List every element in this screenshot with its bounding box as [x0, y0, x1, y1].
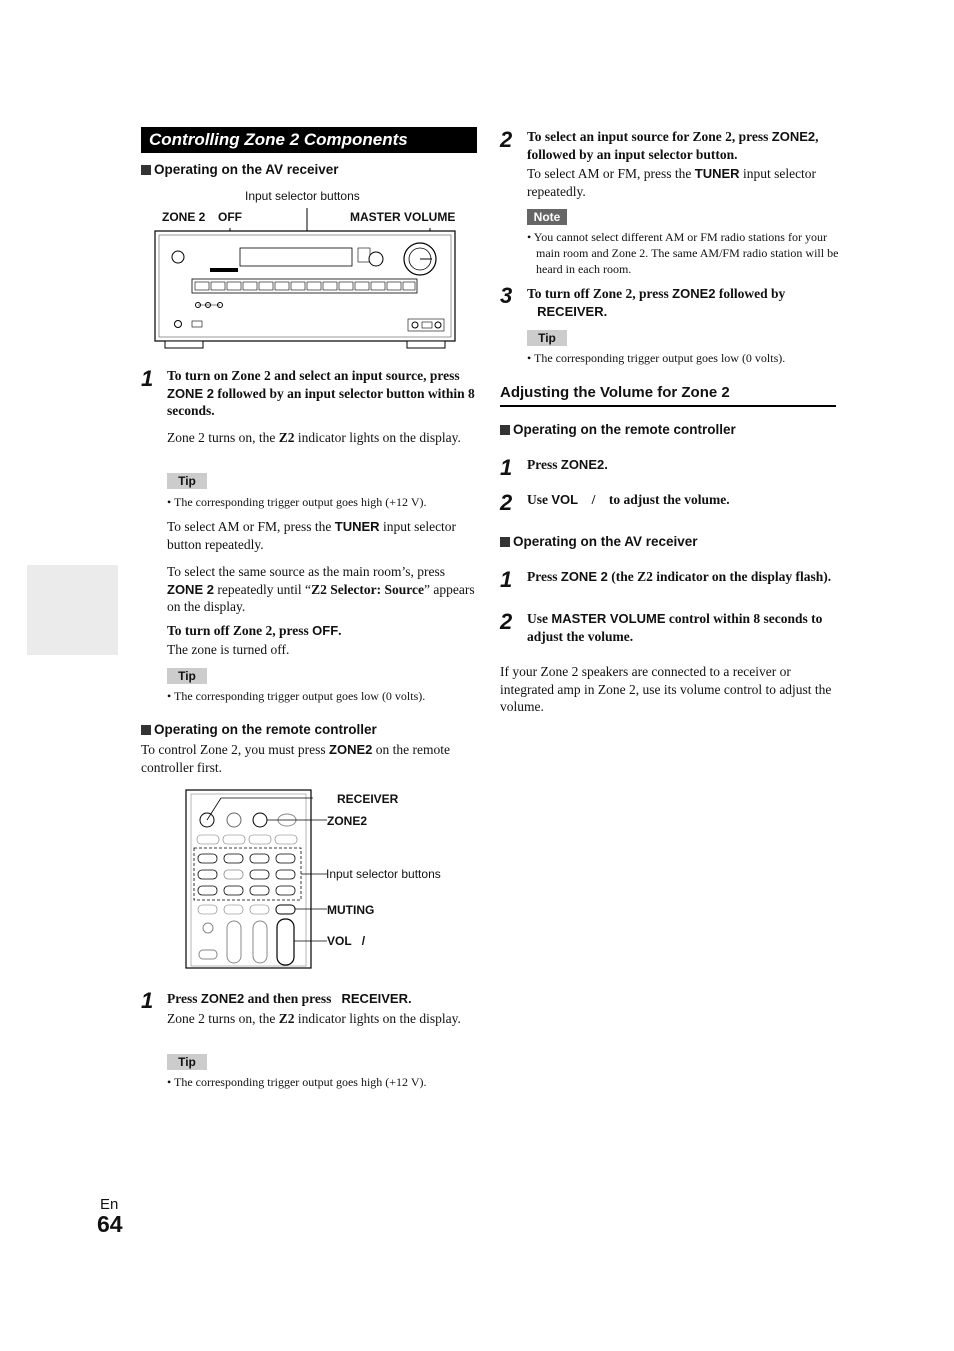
step2-heading: To select an input source for Zone 2, press ZONE2, followed by an input selector button.	[527, 129, 819, 162]
tip-badge: Tip	[167, 473, 207, 489]
page-number: 64	[97, 1211, 123, 1237]
remote-intro: To control Zone 2, you must press ZONE2 on the remote controller first.	[141, 742, 450, 775]
para-same-source: To select the same source as the main room’s, press ZONE 2 repeatedly until “Z2 Selector: Source” appears on the display.	[167, 564, 475, 614]
label-master-volume: MASTER VOLUME	[350, 210, 456, 224]
label-vol: VOL /	[327, 934, 366, 948]
step-number: 3	[500, 283, 513, 308]
label-zone2: ZONE 2	[162, 210, 206, 224]
step-number: 1	[500, 567, 513, 592]
side-tab	[27, 565, 118, 655]
title-underline	[500, 405, 836, 407]
turn-off-heading: To turn off Zone 2, press OFF.	[167, 623, 342, 638]
subhead-remote: Operating on the remote controller	[141, 722, 377, 737]
remote-step1-heading: Press ZONE2 and then press RECEIVER.	[167, 991, 412, 1006]
av-step2: Use MASTER VOLUME control within 8 seconds to adjust the volume.	[527, 611, 823, 644]
step-number: 1	[141, 988, 154, 1013]
language-label: En	[100, 1196, 119, 1213]
turn-off-body: The zone is turned off.	[167, 642, 290, 657]
step1-heading: To turn on Zone 2 and select an input source, press ZONE 2 followed by an input selector button within 8 seconds.	[167, 368, 475, 418]
label-receiver: RECEIVER	[337, 792, 399, 806]
label-zone2-remote: ZONE2	[327, 814, 368, 828]
vol-step1: Press ZONE2.	[527, 457, 608, 472]
subhead-av-right: Operating on the AV receiver	[500, 534, 698, 549]
step-number: 1	[500, 455, 513, 480]
subhead-remote-right: Operating on the remote controller	[500, 422, 736, 437]
step3-heading: To turn off Zone 2, press ZONE2 followed by RECEIVER.	[527, 286, 786, 319]
final-paragraph: If your Zone 2 speakers are connected to a receiver or integrated amp in Zone 2, use its volume control to adjust the volume.	[500, 664, 832, 714]
square-bullet-icon	[500, 537, 510, 547]
note-badge: Note	[527, 209, 567, 225]
step1-body: Zone 2 turns on, the Z2 indicator lights on the display.	[167, 430, 461, 445]
tip-badge: Tip	[167, 1054, 207, 1070]
av-receiver-illustration	[150, 200, 465, 360]
remote-controller-illustration	[183, 788, 328, 970]
para-am-fm: To select AM or FM, press the TUNER input selector button repeatedly.	[167, 519, 457, 552]
remote-step1-body: Zone 2 turns on, the Z2 indicator lights on the display.	[167, 1011, 461, 1026]
subhead-av-receiver: Operating on the AV receiver	[141, 162, 339, 177]
tip-badge: Tip	[167, 668, 207, 684]
label-off: OFF	[218, 210, 242, 224]
note-text: • You cannot select different AM or FM radio stations for your main room and Zone 2. The same AM/FM radio station will be heard in each room.	[527, 230, 839, 276]
square-bullet-icon	[141, 165, 151, 175]
label-input-selector-remote: Input selector buttons	[326, 867, 441, 881]
step-number: 2	[500, 127, 513, 152]
step-number: 2	[500, 490, 513, 515]
label-muting: MUTING	[327, 903, 375, 917]
section-title: Controlling Zone 2 Components	[141, 127, 477, 153]
av-step1: Press ZONE 2 (the Z2 indicator on the display flash).	[527, 569, 832, 584]
step-number: 2	[500, 609, 513, 634]
tip-badge: Tip	[527, 330, 567, 346]
square-bullet-icon	[500, 425, 510, 435]
step2-body: To select AM or FM, press the TUNER input selector repeatedly.	[527, 166, 817, 199]
volume-section-title: Adjusting the Volume for Zone 2	[500, 384, 730, 401]
tip-text: • The corresponding trigger output goes low (0 volts).	[527, 351, 786, 365]
tip-text: • The corresponding trigger output goes high (+12 V).	[167, 1075, 427, 1089]
label-input-selector-buttons: Input selector buttons	[245, 189, 360, 203]
vol-step2: Use VOL / to adjust the volume.	[527, 492, 730, 507]
step-number: 1	[141, 366, 154, 391]
tip-text: • The corresponding trigger output goes high (+12 V).	[167, 495, 427, 509]
square-bullet-icon	[141, 725, 151, 735]
tip-text: • The corresponding trigger output goes low (0 volts).	[167, 689, 426, 703]
